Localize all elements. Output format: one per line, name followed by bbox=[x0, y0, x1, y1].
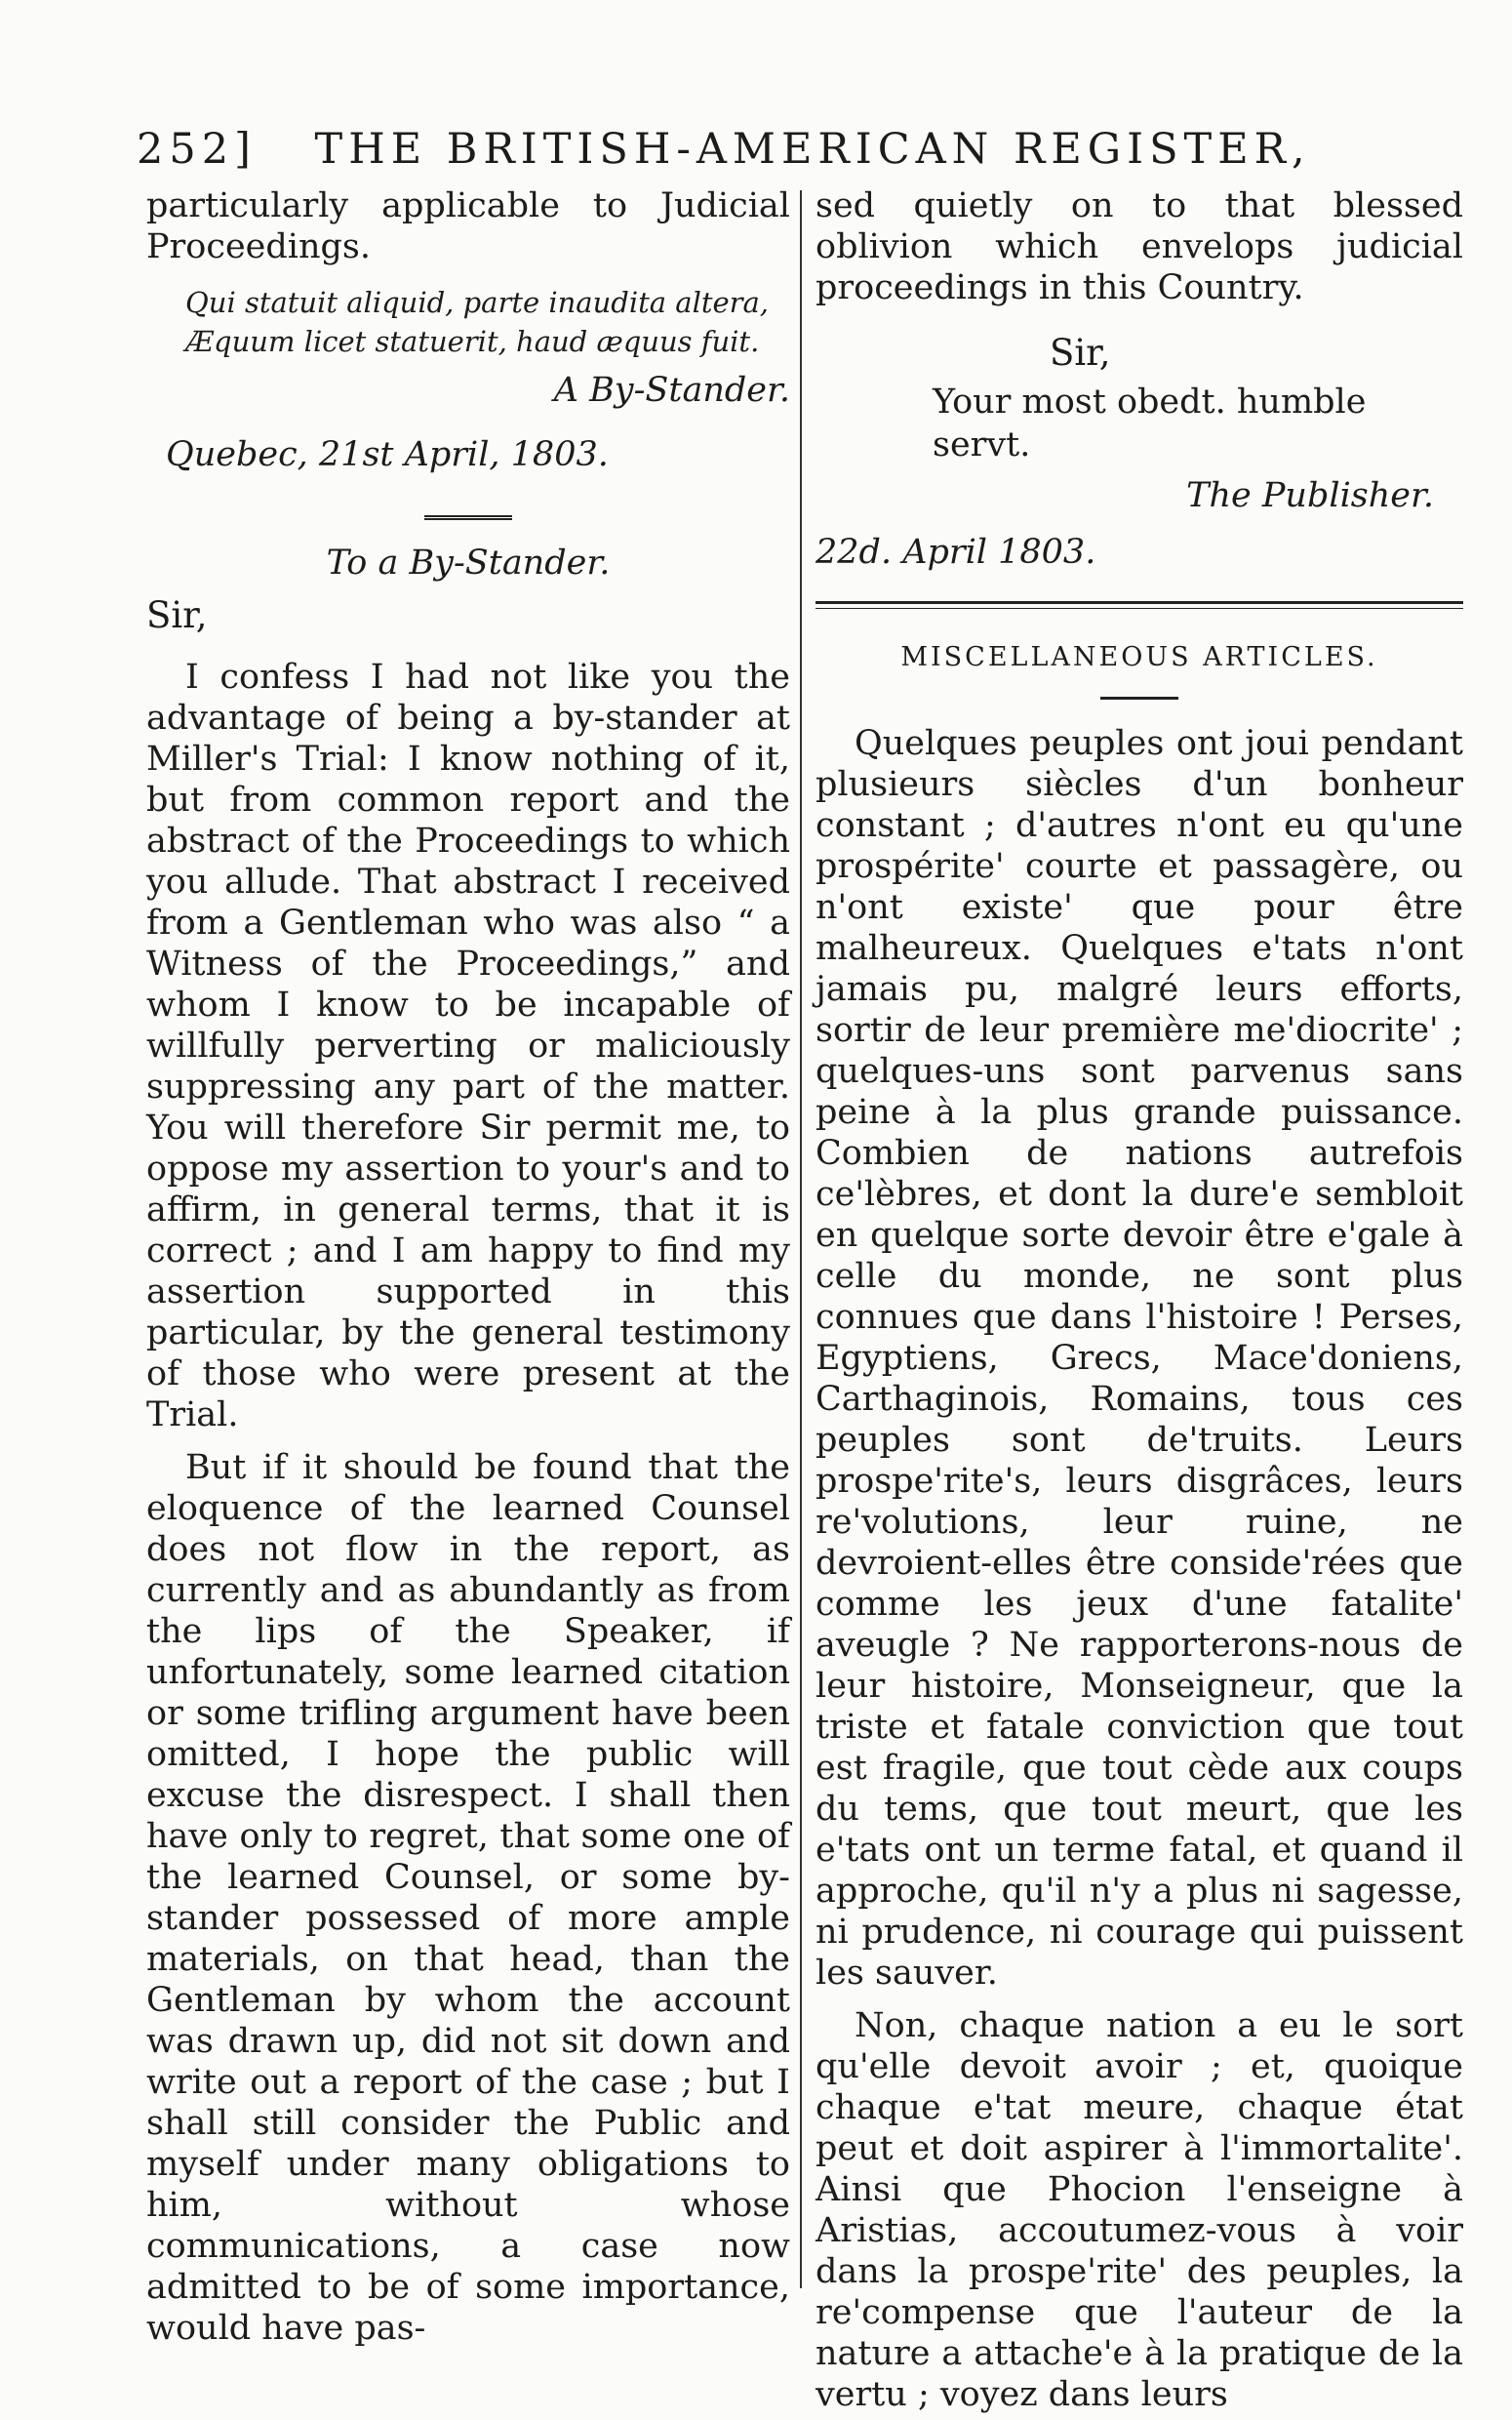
intro-text: particularly applicable to Judicial Proceedings. bbox=[146, 186, 790, 266]
french-paragraph-1: Quelques peuples ont joui pendant plusieurs siècles d'un bonheur constant ; d'autres n'ont eu qu'une prospérite' courte et passagère, ou n'ont existe' que pour être malheureux. Quelques e'tats n'ont jamais pu, malgré leurs efforts, sortir de leur première me'diocrite' ; quelques-uns sont parvenus sans peine à la plus grande puissance. Combien de nations autrefois ce'lèbres, et dont la dure'e sembloit en quelque sorte devoir être e'gale à celle du monde, ne sont plus connues que dans l'histoire ! Perses, Egyptiens, Grecs, Mace'doniens, Carthaginois, Romains, tous ces peuples sont de'truits. Leurs prospe'rite's, leurs disgrâces, leurs re'volutions, leur ruine, ne devroient-elles être conside'rées que comme les jeux d'une fatalite' aveugle ? Ne rapporterons-nous de leur histoire, Monseigneur, que la triste et fatale conviction que tout est fragile, que tout cède aux coups du tems, que tout meurt, que les e'tats ont un terme fatal, et quand il approche, qu'il n'y a plus ni sagesse, ni prudence, ni courage qui puissent les sauver. bbox=[816, 724, 1463, 1993]
salutation: Sir, bbox=[146, 594, 208, 636]
closing-line: Your most obedt. humble servt. bbox=[933, 383, 1367, 464]
right-column bbox=[816, 185, 1463, 2415]
title-rule bbox=[1100, 697, 1178, 700]
quote-line-1: Qui statuit aliquid, parte inaudita altera, bbox=[185, 286, 770, 319]
date-line: 22d. April 1803. bbox=[816, 533, 1096, 572]
publication-title: THE BRITISH-AMERICAN REGISTER, bbox=[314, 125, 1311, 174]
column-divider bbox=[800, 190, 802, 2288]
french-paragraph-2: Non, chaque nation a eu le sort qu'elle devoit avoir ; et, quoique chaque e'tat meure, chaque état peut et doit aspirer à l'immortalite'. Ainsi que Phocion l'enseigne à Aristias, accoutumez-vous à voir dans la prospe'rite' des peuples, la re'compense que l'auteur de la nature a attache'e à la pratique de la vertu ; voyez dans leurs bbox=[816, 2006, 1463, 2414]
latin-quote bbox=[146, 283, 790, 361]
page-header bbox=[137, 125, 1311, 183]
continuation-text: sed quietly on to that blessed oblivion which envelops judicial proceedings in this Country. bbox=[816, 186, 1463, 307]
page-number: 252] bbox=[137, 125, 257, 174]
paragraph-1: I confess I had not like you the advantage of being a by-stander at Miller's Trial: I know nothing of it, but from common report and the abstract of the Proceedings to which you allude. That abstract I received from a Gentleman who was also “ a Witness of the Proceedings,” and whom I know to be incapable of willfully perverting or maliciously suppressing any part of the matter. You will therefore Sir permit me, to oppose my assertion to your's and to affirm, in general terms, that it is correct ; and I am happy to find my assertion supported in this particular, by the general testimony of those who were present at the Trial. bbox=[146, 658, 790, 1434]
section-rule bbox=[424, 515, 512, 520]
salutation-sir: Sir, bbox=[1050, 332, 1111, 374]
letter-heading: To a By-Stander. bbox=[326, 544, 611, 583]
quote-line-2: Æquum licet statuerit, haud æquus fuit. bbox=[185, 325, 760, 358]
double-rule bbox=[816, 601, 1463, 609]
signature-publisher: The Publisher. bbox=[1186, 476, 1434, 515]
signature-bystander: A By-Stander. bbox=[553, 371, 790, 410]
section-title: MISCELLANEOUS ARTICLES. bbox=[900, 642, 1378, 672]
dateline-quebec: Quebec, 21st April, 1803. bbox=[166, 435, 609, 474]
paragraph-2: But if it should be found that the eloquence of the learned Counsel does not flow in the report, as currently and as abundantly as from the lips of the Speaker, if unfortunately, some learned citation or some trifling argument have been omitted, I hope the public will excuse the disrespect. I shall then have only to regret, that some one of the learned Counsel, or some by-stander possessed of more ample materials, on that head, than the Gentleman by whom the account was drawn up, did not sit down and write out a report of the case ; but I shall still consider the Public and myself under many obligations to him, without whose communications, a case now admitted to be of some importance, would have pas- bbox=[146, 1448, 790, 2348]
left-column bbox=[146, 185, 790, 2349]
